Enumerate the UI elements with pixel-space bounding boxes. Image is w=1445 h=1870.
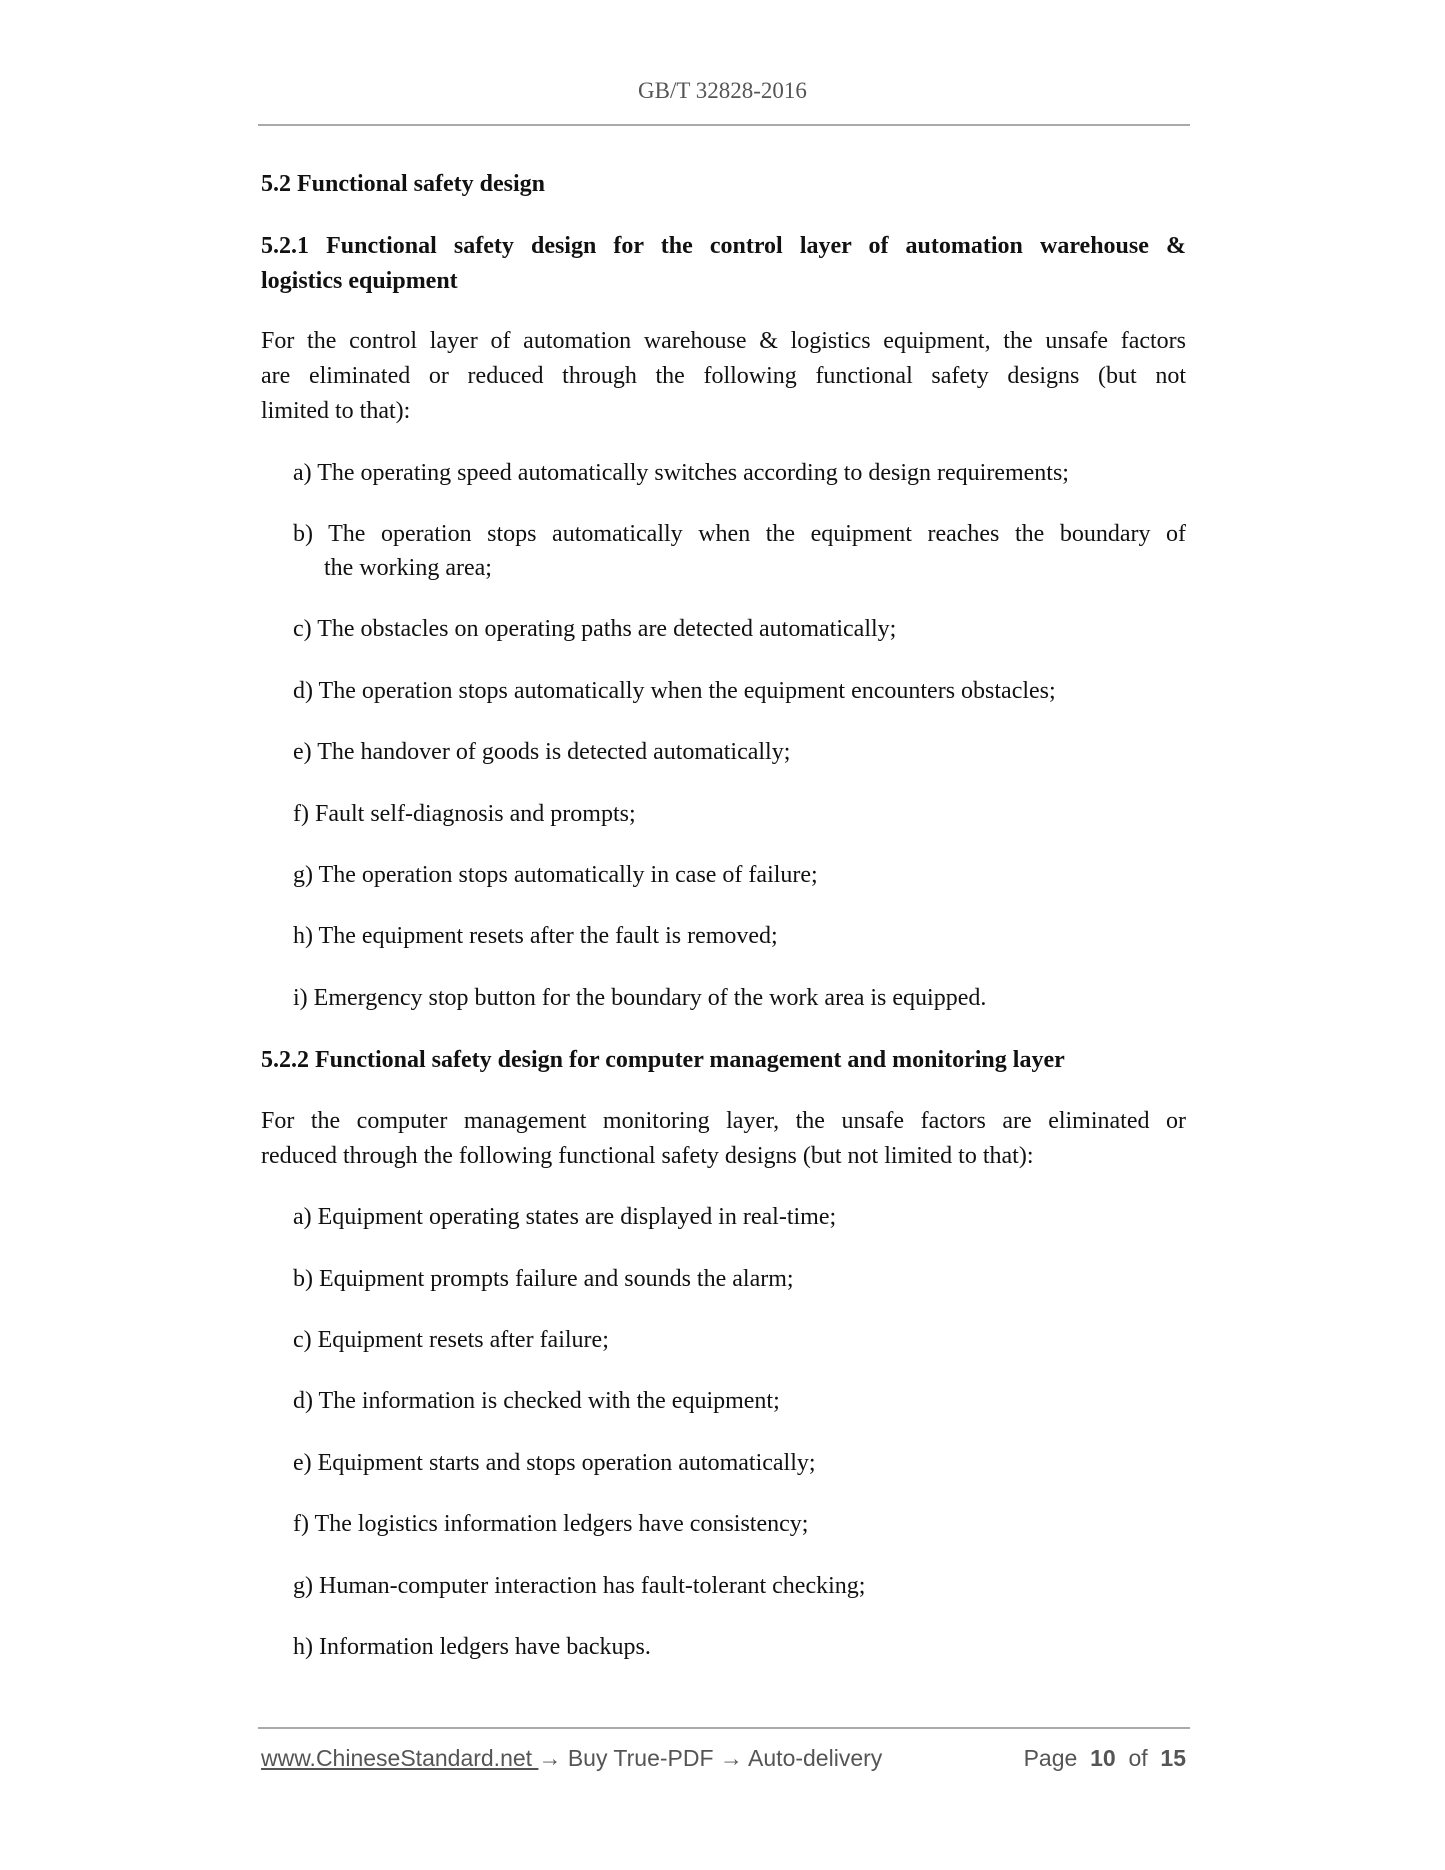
list-item: h) Information ledgers have backups. bbox=[293, 1634, 651, 1660]
list-item: i) Emergency stop button for the boundary of the work area is equipped. bbox=[293, 985, 987, 1011]
paragraph-line: For the control layer of automation warehouse & logistics equipment, the unsafe factors bbox=[261, 328, 1186, 354]
list-item: e) The handover of goods is detected automatically; bbox=[293, 739, 791, 765]
list-item: b) Equipment prompts failure and sounds the alarm; bbox=[293, 1266, 794, 1292]
header-divider bbox=[258, 124, 1190, 126]
website-link[interactable]: www.ChineseStandard.net bbox=[261, 1745, 539, 1771]
list-item: f) The logistics information ledgers have consistency; bbox=[293, 1511, 809, 1537]
list-item: g) Human-computer interaction has fault-tolerant checking; bbox=[293, 1573, 866, 1599]
subsection-title-line: logistics equipment bbox=[261, 268, 458, 294]
list-item: a) The operating speed automatically switches according to design requirements; bbox=[293, 460, 1069, 486]
list-item: a) Equipment operating states are displayed in real-time; bbox=[293, 1204, 837, 1230]
list-item: d) The operation stops automatically when the equipment encounters obstacles; bbox=[293, 678, 1056, 704]
list-item: g) The operation stops automatically in case of failure; bbox=[293, 862, 818, 888]
list-item: e) Equipment starts and stops operation automatically; bbox=[293, 1450, 816, 1476]
subsection-title: 5.2.2 Functional safety design for computer management and monitoring layer bbox=[261, 1047, 1065, 1073]
total-pages: 15 bbox=[1160, 1745, 1186, 1771]
of-label: of bbox=[1128, 1745, 1148, 1771]
buy-pdf-text: → Buy True-PDF bbox=[538, 1745, 720, 1771]
subsection-title-line: 5.2.1 Functional safety design for the control layer of automation warehouse & bbox=[261, 233, 1186, 259]
paragraph-line: are eliminated or reduced through the following functional safety designs (but not bbox=[261, 363, 1186, 389]
list-item: c) Equipment resets after failure; bbox=[293, 1327, 609, 1353]
footer bbox=[261, 1745, 1186, 1772]
auto-delivery-text: → Auto-delivery bbox=[719, 1745, 883, 1771]
page-indicator bbox=[1024, 1745, 1186, 1772]
footer-divider bbox=[258, 1727, 1190, 1729]
list-item: c) The obstacles on operating paths are detected automatically; bbox=[293, 616, 897, 642]
paragraph-line: limited to that): bbox=[261, 398, 411, 424]
document-id-header: GB/T 32828-2016 bbox=[638, 78, 807, 103]
section-title: 5.2 Functional safety design bbox=[261, 171, 546, 197]
page-label: Page bbox=[1023, 1745, 1078, 1771]
list-item: h) The equipment resets after the fault is removed; bbox=[293, 923, 778, 949]
current-page: 10 bbox=[1090, 1745, 1116, 1771]
paragraph-line: reduced through the following functional safety designs (but not limited to that): bbox=[261, 1143, 1034, 1169]
list-item: f) Fault self-diagnosis and prompts; bbox=[293, 801, 636, 827]
list-item-continuation: the working area; bbox=[324, 555, 492, 581]
list-item: d) The information is checked with the equipment; bbox=[293, 1388, 780, 1414]
list-item: b) The operation stops automatically when the equipment reaches the boundary of bbox=[293, 521, 1186, 547]
paragraph-line: For the computer management monitoring layer, the unsafe factors are eliminated or bbox=[261, 1108, 1186, 1134]
